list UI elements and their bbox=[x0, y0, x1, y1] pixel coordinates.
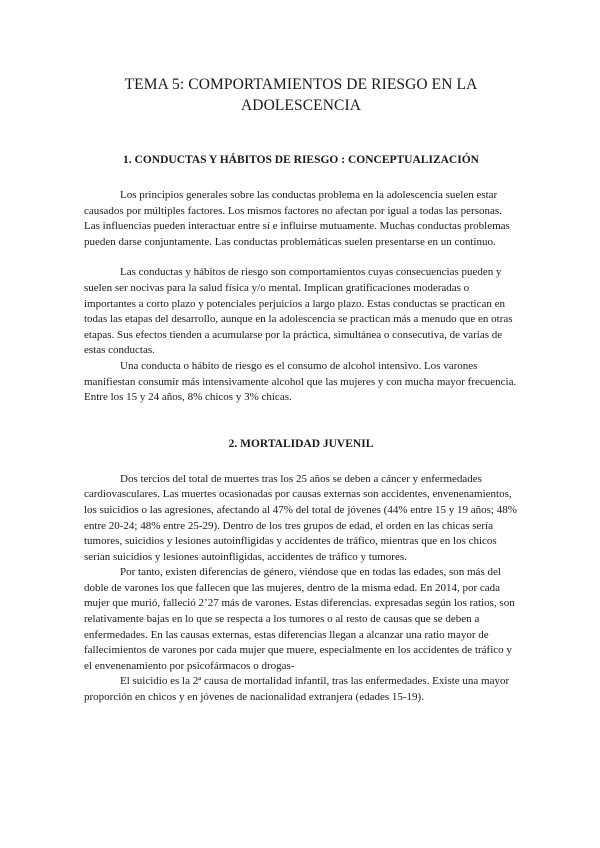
paragraph-1-2: Las conductas y hábitos de riesgo son comportamientos cuyas consecuencias pueden y suelen ser nocivas para la salud física y/o mental. Implican gratificaciones moderadas o importantes a corto plazo y potenciales perjuicios a largo plazo. Estas conductas se practican en todas las etapas del desarrollo, aunque en la adolescencia se practican más a menudo que en otras etapas. Sus efectos tienden a acumularse por la práctica, simultánea o consecutiva, de varias de estas conductas. bbox=[84, 266, 513, 357]
section-heading-2: 2. MORTALIDAD JUVENIL bbox=[228, 437, 374, 450]
paragraph-2-1: Dos tercios del total de muertes tras los 25 años se deben a cáncer y enfermedades cardiovasculares. Las muertes ocasionadas por causas externas son accidentes, envenenamientos, los suicidios o las agresiones, afectando al 47% del total de jóvenes (44% entre 15 y 19 años; 48% entre 20-24; 48% entre 25-29). Dentro de los tres grupos de edad, el orden en las chicas sería tumores, suicidios y lesiones autoinfligidas y accidentes de tráfico, mientras que en los chicos serían suicidios y lesiones autoinfligidas, accidentes de tráfico y tumores. bbox=[84, 472, 517, 563]
paragraph-1-3: Una conducta o hábito de riesgo es el consumo de alcohol intensivo. Los varones manifiestan consumir más intensivamente alcohol que las mujeres y con mucha mayor frecuencia. Entre los 15 y 24 años, 8% chicos y 3% chicas. bbox=[84, 359, 517, 404]
section-heading-1: 1. CONDUCTAS Y HÁBITOS DE RIESGO : CONCEPTUALIZACIÓN bbox=[123, 154, 479, 166]
paragraph-2-2: Por tanto, existen diferencias de género, viéndose que en todas las edades, son más del doble de varones los que fallecen que las mujeres, dentro de la misma edad. En 2014, por cada mujer que murió, falleció 2’27 más de varones. Estas diferencias. expresadas según los ratios, son relativamente bajas en lo que se respecta a los tumores o al resto de causas que se deben a enfermedades. En las causas externas, estas diferencias llegan a alcanzar una ratio mayor de fallecimientos de varones por cada mujer que muere, especialmente en los accidentes de tráfico y el envenenamiento por psicofármacos o drogas- bbox=[84, 566, 515, 672]
paragraph-1-1: Los principios generales sobre las conductas problema en la adolescencia suelen estar causados por múltiples factores. Los mismos factores no afectan por igual a todas las personas. Las influencias pueden interactuar entre sí e influirse mutuamente. Muchas conductas problemas pueden darse conjuntamente. Las conductas problemáticas suelen presentarse en un continuo. bbox=[84, 189, 510, 248]
page-title: TEMA 5: COMPORTAMIENTOS DE RIESGO EN LA ADOLESCENCIA bbox=[124, 76, 478, 114]
document-page bbox=[84, 74, 518, 706]
paragraph-2-3: El suicidio es la 2ª causa de mortalidad infantil, tras las enfermedades. Existe una mayor proporción en chicos y en jóvenes de nacionalidad extranjera (edades 15-19). bbox=[84, 675, 510, 704]
